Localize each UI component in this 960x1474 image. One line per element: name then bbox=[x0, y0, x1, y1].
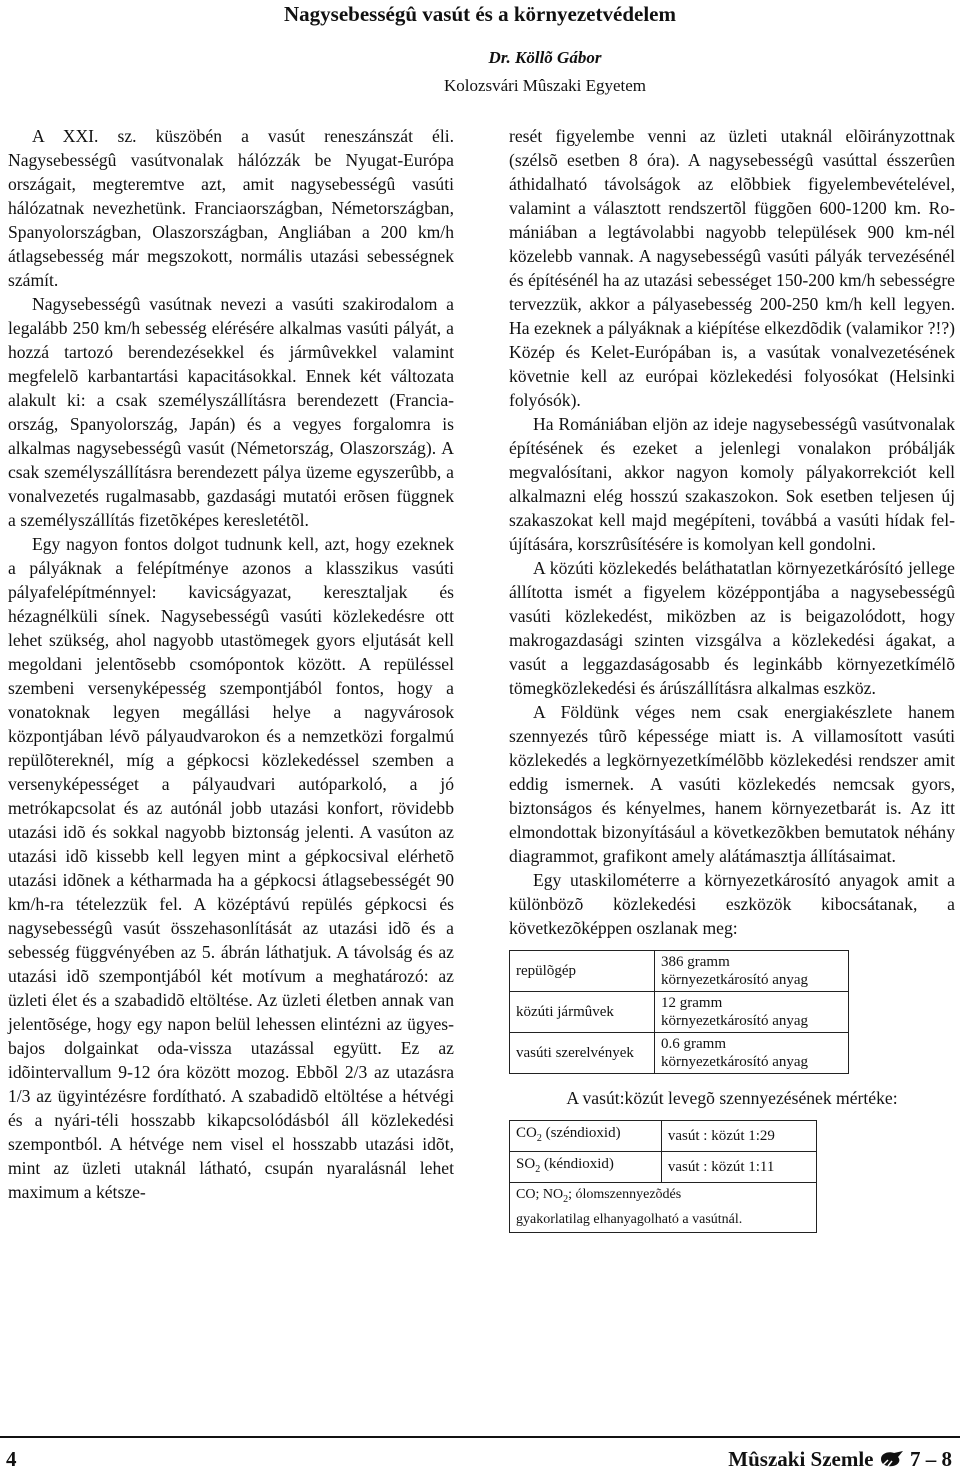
amount-text: 0.6 gramm bbox=[661, 1036, 726, 1052]
paragraph: A közúti közlekedés beláthatatlan környezetkárósító jellege állította ismét a figyelem középpontjába a nagysebességû vasúti közlekedést, miközben az is beigazolódott, hogy makrogazdasági szinten vizsgálva a közlekedési ágakat, a vasút a leggazdaságosabb és leginkább környezetkímélõ tömegközlekedési és árúszállításra alkalmas eszköz. bbox=[509, 558, 955, 698]
table-cell bbox=[655, 992, 849, 1033]
table-row bbox=[510, 992, 849, 1033]
page-title: Nagysebességû vasút és a környezetvédelem bbox=[284, 2, 676, 26]
unit-text: környezetkárosító anyag bbox=[661, 1013, 809, 1029]
table-cell: közúti jármûvek bbox=[510, 992, 655, 1033]
table-row bbox=[510, 1183, 817, 1233]
page-number: 4 bbox=[6, 1447, 17, 1471]
journal-logo-icon bbox=[879, 1447, 910, 1471]
co2-label: (széndioxid) bbox=[545, 1125, 621, 1141]
ratio-table bbox=[509, 1120, 817, 1233]
left-column bbox=[8, 124, 454, 1204]
emissions-table bbox=[509, 950, 849, 1074]
table-row bbox=[510, 1121, 817, 1152]
amount-text: 386 gramm bbox=[661, 954, 730, 970]
table-cell: vasút : közút 1:29 bbox=[661, 1121, 816, 1152]
paragraph: Egy utaskilométerre a környezetkárosító anyagok amit a különbözõ közlekedési eszközök kibocsátanak, a következõképpen oszlanak meg: bbox=[509, 870, 955, 938]
table-row bbox=[510, 1152, 817, 1183]
other-note: gyakorlatilag elhanyagolható a vasútnál. bbox=[516, 1211, 743, 1227]
other-pollutants: ; ólomszennyezõdés bbox=[568, 1187, 682, 1202]
author-name: Dr. Köllõ Gábor bbox=[488, 48, 602, 67]
table-cell bbox=[655, 951, 849, 992]
table-cell: repülõgép bbox=[510, 951, 655, 992]
paragraph: A XXI. sz. küszöbén a vasút reneszánszát éli. Nagysebességû vasútvonalak hálózzák be Nyugat-Európa országait, megteremtve azt, amit nagysebességû vasúti hálózatnak nevezhetünk. Franciaországban, Németországban, Spanyolországban, Olaszországban, Angliában a 200 km/h átlagsebesség már megszokott, normális utazási sebességnek számít. bbox=[8, 126, 454, 290]
amount-text: 12 gramm bbox=[661, 995, 723, 1011]
table-row bbox=[510, 1033, 849, 1074]
table-cell: CO; $NO_2$; ólomszennyezõdés gyakorlatilag elhanyagolható a vasútnál. bbox=[510, 1183, 817, 1233]
unit-text: környezetkárosító anyag bbox=[661, 972, 809, 988]
paragraph: resét figyelembe venni az üzleti utaknál elõirányzottnak (szélsõ esetben 8 óra). A nagysebességû vasúttal ésszerûen áthidalható távolságok az elõbbiek figyelembevételével, valamint a választott rendszertõl függõen 600-1200 km. Romániában a legtávolabbi nagyobb települések 900 km-nél közelebb vannak. A nagysebességû vasúti pályák tervezésénél és építésénél ha az utazási sebességet 150-200 km/h sebességre tervezzük, akkor a pályasebesség 200-250 km/h kell legyen. Ha ezeknek a pályáknak a kiépítése elkezdõdik (valamikor ?!?) Közép és Kelet-Európában is, a vasútak vonalvezetésének követnie kell az európai közlekedési folyosókat (Helsinki folyósók). bbox=[509, 126, 955, 410]
paragraph: Nagysebességû vasútnak nevezi a vasúti szakirodalom a legalább 250 km/h sebesség elérésére alkalmas vasúti pályát, a hozzá tartozó berendezésekkel és jármûvekkel valamint megfelelõ karbantartási kapacitásokkal. Ennek két változata alakult ki: a csak személyszállításra berendezett (Franciaország, Spanyolország, Japán) és a vegyes forgalomra is alkalmas nagysebességû vasút (Németország, Olaszország). A csak személyszállításra berendezett pálya üzeme egyszerûbb, a vonalvezetés rugalmasabb, gazdasági mutatói erõsen függnek a személyszállítás fizetõképes keresletétõl. bbox=[8, 294, 454, 530]
table-cell bbox=[655, 1033, 849, 1074]
ratio-caption: A vasút:közút levegõ szennyezésének mértéke: bbox=[566, 1088, 898, 1108]
table-cell: vasúti szerelvények bbox=[510, 1033, 655, 1074]
footer-rule bbox=[0, 1436, 960, 1438]
author-affiliation: Kolozsvári Mûszaki Egyetem bbox=[443, 76, 647, 95]
right-column bbox=[509, 124, 955, 1233]
table-row bbox=[510, 951, 849, 992]
journal-issue: 7 – 8 bbox=[910, 1447, 952, 1471]
table-cell: $CO_2$ (széndioxid) bbox=[510, 1121, 662, 1152]
paragraph: Ha Romániában eljön az ideje nagysebességû vasútvonalak építésének és ezeket a jelenlegi vonalakon próbálják megvalósítani, akkor nagyon komoly pályakorrekciót kell alkalmazni elég hosszú szakaszokon. Sok esetben teljesen új szakaszokat kell majd megépíteni, továbbá a vasúti hídak felújítására, korszrûsítésére is komolyan kell gondolni. bbox=[509, 414, 955, 554]
journal-footer bbox=[728, 1447, 952, 1472]
table-cell: vasút : közút 1:11 bbox=[661, 1152, 816, 1183]
paragraph: Egy nagyon fontos dolgot tudnunk kell, azt, hogy ezeknek a pályáknak a felépítménye azonos a klasszikus vasúti pályafelépítménnyel: kavicságyazat, keresztaljak és hézagnélküli sínek. Nagysebességû vasúti közlekedésre ott lehet szükség, ahol nagyobb utastömegek gyors eljutását kell megoldani jelentõsebb csomópontok között. A repüléssel szembeni versenyképesség szempontjából fontos, hogy a vonatoknak legyen megállási helye a nagyvárosok központjában lévõ pályaudvarokon és a nemzetközi forgalmú repülõtereknél, míg a gépkocsi közlekedéssel szemben a versenyképességet a pályaudvari autóparkoló, a jó metrókapcsolat és az autónál jobb utazási konfort, rövidebb utazási idõ és sokkal nagyobb biztonság jelenti. A vasúton az utazási idõ kissebb kell legyen mint a gépkocsival elérhetõ utazási idõnek a kétharmada ha a gépkocsi átlagsebességét 90 km/h-ra tételezzük fel. A középtávú repülés gépkocsi és nagysebességû vasút összehasonlítását az utazási idõ és a sebesség függvényében az 5. ábrán láthatjuk. A távolság és az utazási idõ szempontjából két motívum a meghatározó: az üzleti élet és a szabadidõ eltöltése. Az üzleti életben annak van jelentõsége, hogy egy napon belül lehessen elintézni az ügyes-bajos dolgainkat oda-vissza utazással együtt. Ez az idõintervallum 9-12 óra között mozog. Ebbõl 2/3 az utazásra 1/3 az ügyintézésre fordítható. A szabadidõ eltöltése a hétvégi és a nyári-téli hosszabb kikapcsolódásból áll közlekedési szempontból. A hétvége nem visel el hosszabb utazási idõt, mint az üzleti utaknál látható, csupán nyaralásnál lehet maximum a kétsze- bbox=[8, 534, 454, 1202]
unit-text: környezetkárosító anyag bbox=[661, 1054, 809, 1070]
table-cell: $SO_2$ (kéndioxid) bbox=[510, 1152, 662, 1183]
paragraph: A Földünk véges nem csak energiakészlete hanem szennyezés tûrõ képessége miatt is. A villamosított vasúti közlekedés a legkörnyezetkímélõbb közlekedési rendszer amit eddig ismernek. A vasúti közlekedés nemcsak gyors, biztonságos és kényelmes, hanem környezetbarát is. Az itt elmondottak bizonyításául a következõkben bemutatok néhány diagrammot, grafikont amely alátámasztja állításaimat. bbox=[509, 702, 955, 866]
so2-label: (kéndioxid) bbox=[543, 1156, 614, 1172]
journal-name: Mûszaki Szemle bbox=[728, 1447, 874, 1471]
